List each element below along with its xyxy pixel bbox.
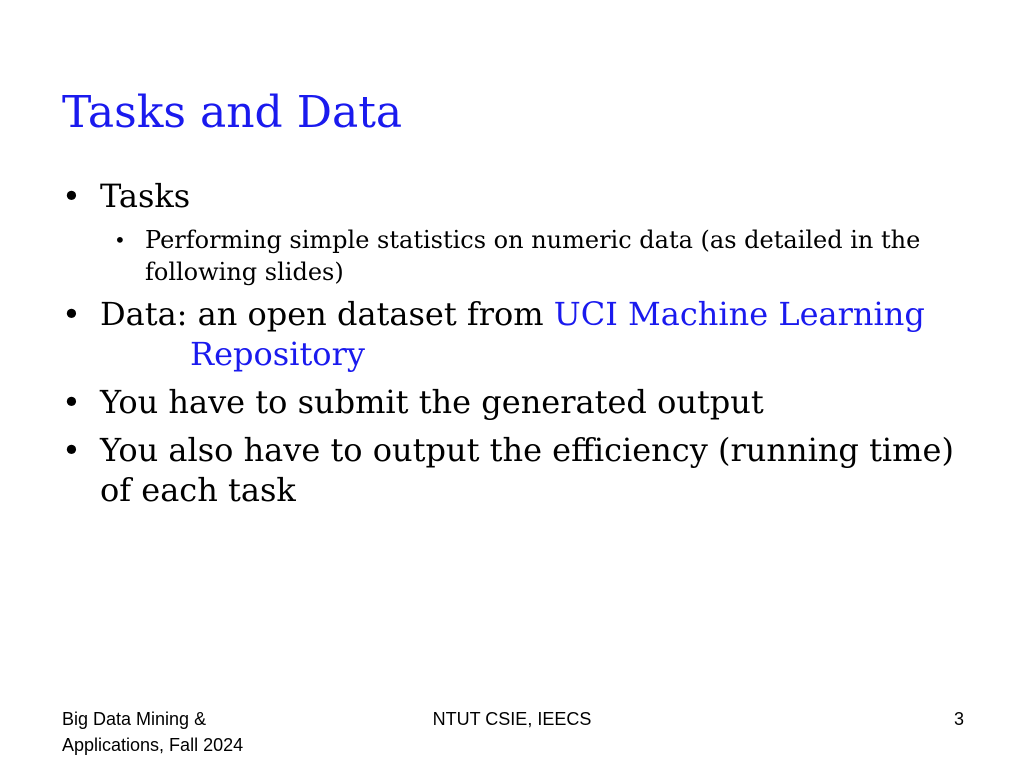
uci-repository-link[interactable]: UCI Machine Learning [553,295,925,333]
slide-content [62,176,962,518]
sub-bullet-text: Performing simple statistics on numeric data (as detailed in the following slides) [145,226,921,286]
bullet-text: You have to submit the generated output [100,383,764,421]
bullet-icon: • [62,383,81,421]
bullet-text: You also have to output the efficiency (running time) of each task [100,431,954,509]
page-number: 3 [953,709,964,729]
bullet-text: Data: an open dataset from [100,295,554,333]
bullet-text: Tasks [100,177,191,215]
bullet-icon: • [62,295,81,333]
bullet-icon: • [62,177,81,215]
sub-bullet-statistics [100,224,945,288]
bullet-tasks [62,176,962,216]
bullet-icon: • [114,228,126,252]
slide-title: Tasks and Data [62,87,403,138]
uci-repository-link-continued[interactable]: Repository [190,335,365,373]
bullet-submit-output [62,382,962,422]
bullet-efficiency [62,430,962,510]
footer-course-name: Big Data Mining & Applications, Fall 2024 [62,709,244,755]
bullet-icon: • [62,431,81,469]
footer-department: NTUT CSIE, IEECS [432,709,592,729]
bullet-data [62,294,962,374]
